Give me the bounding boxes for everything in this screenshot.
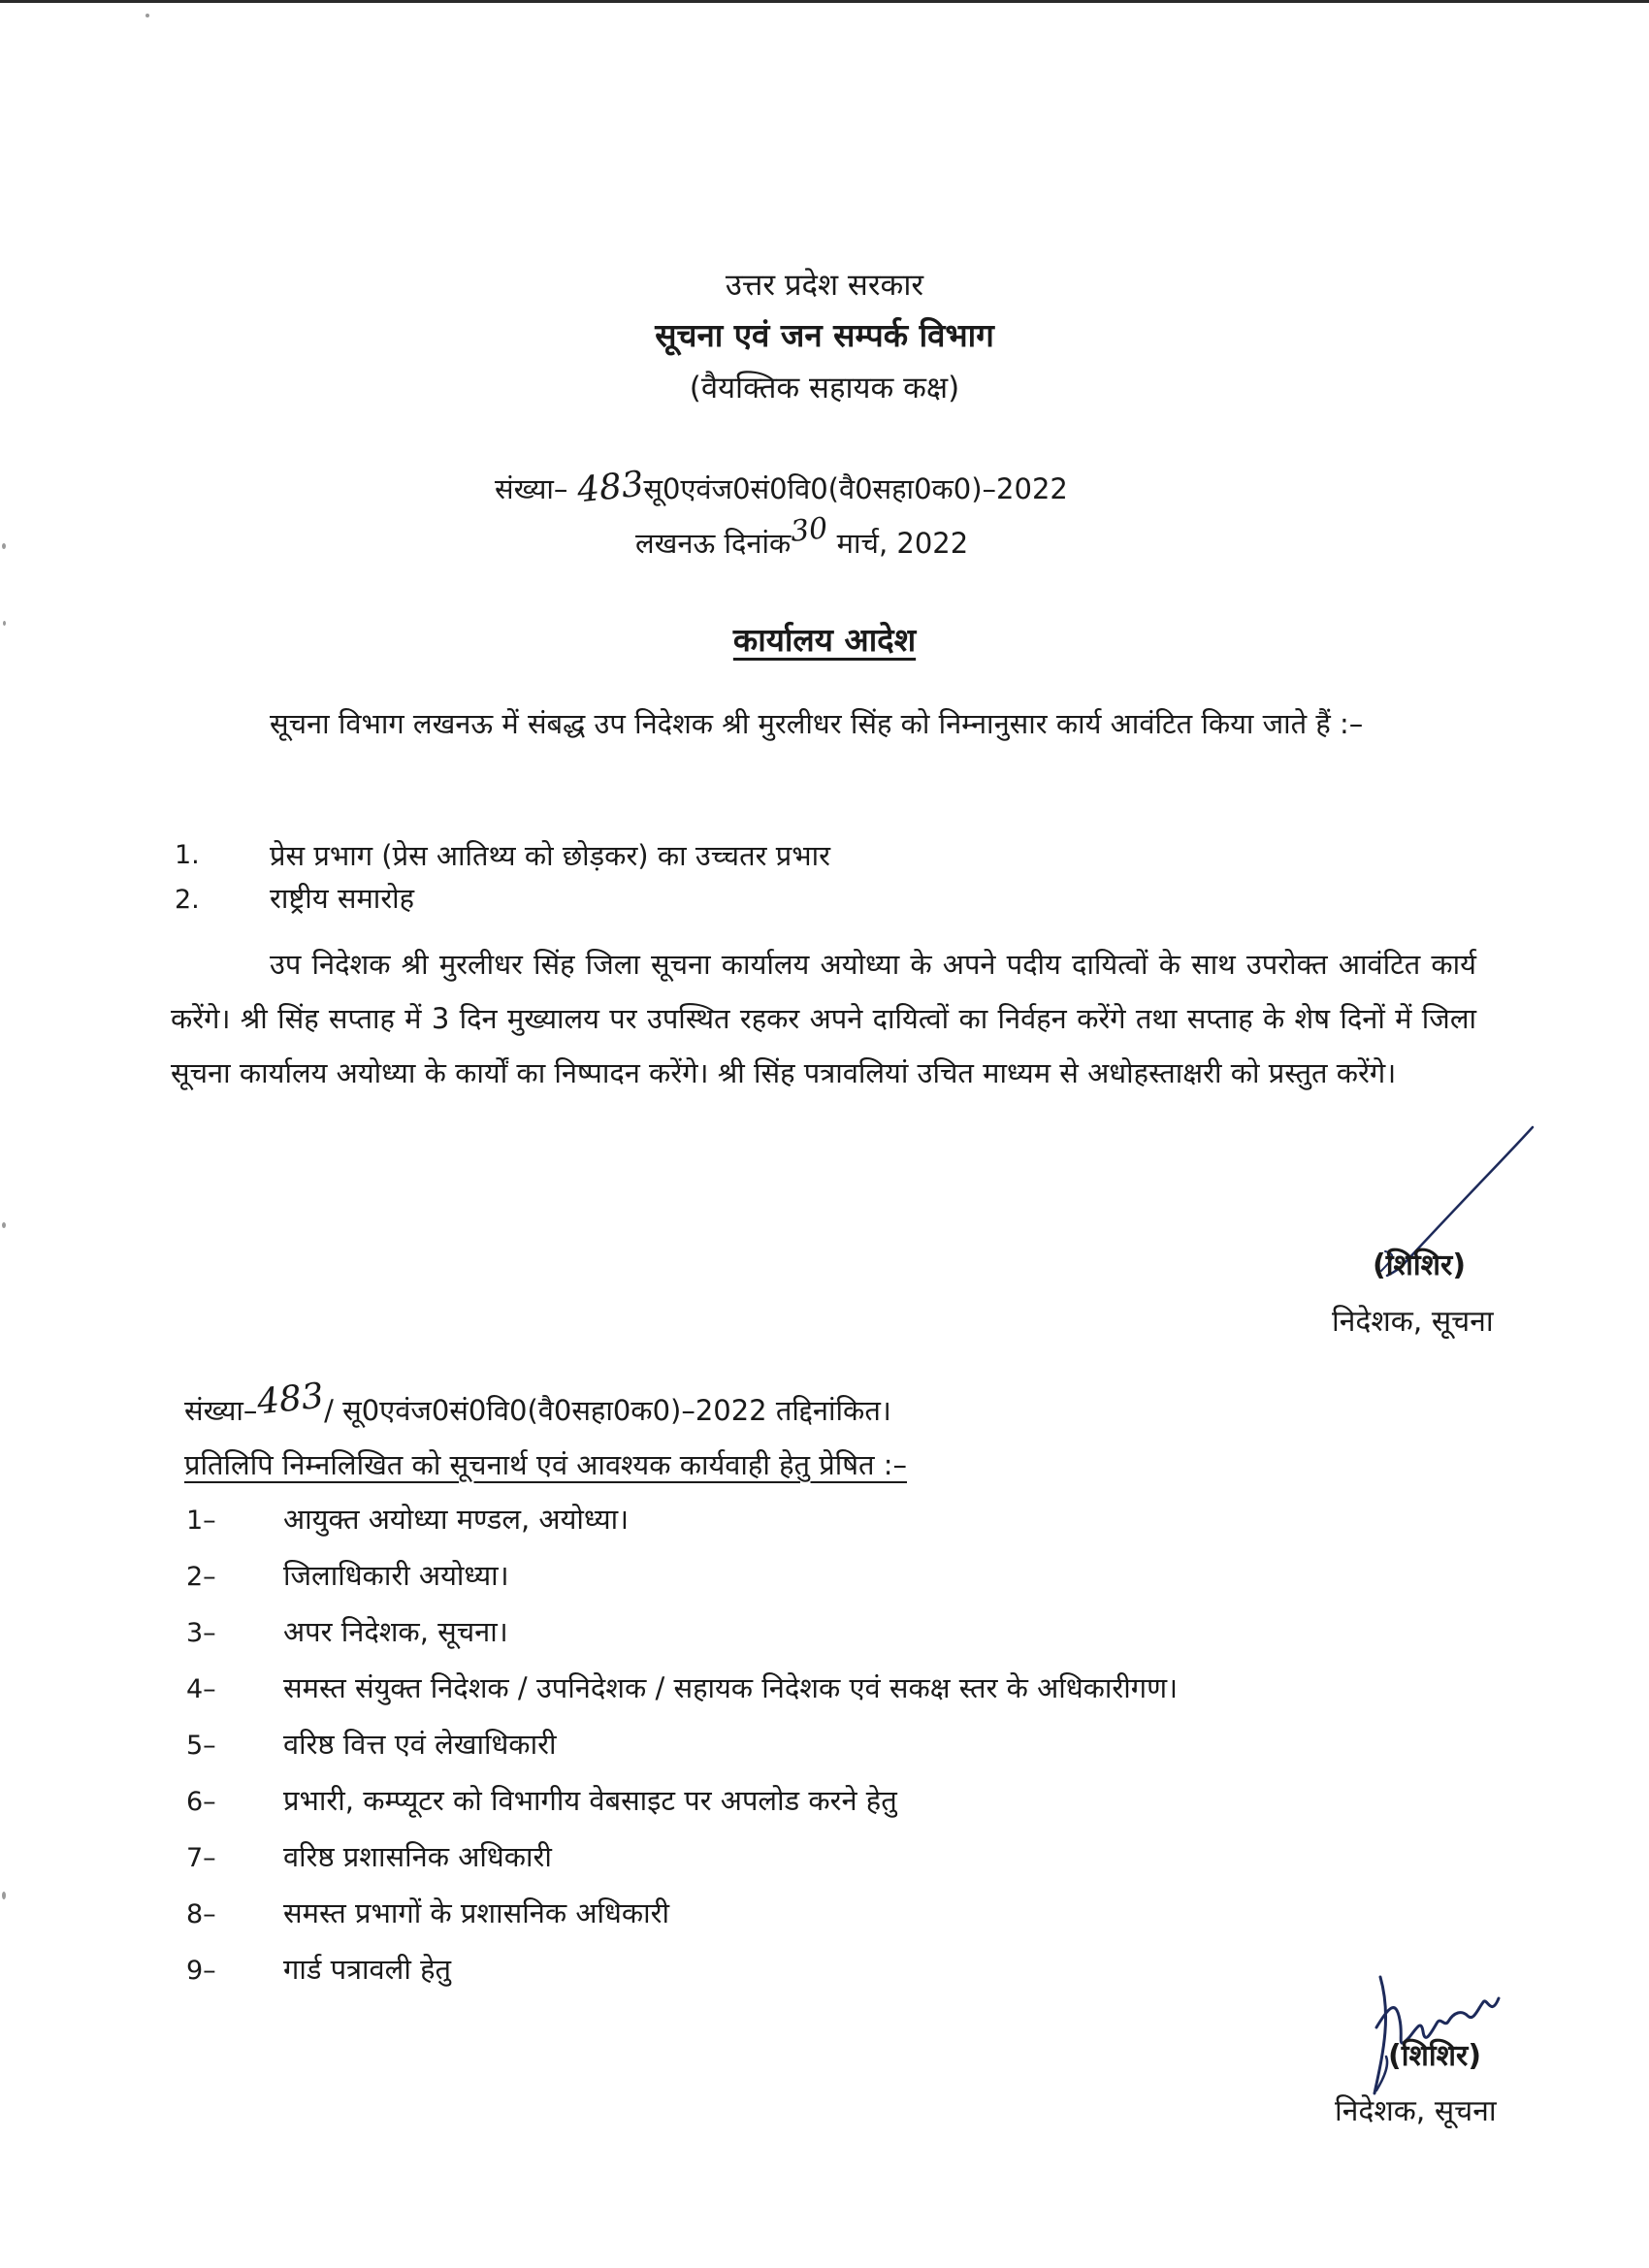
recipient-text: वरिष्ठ प्रशासनिक अधिकारी [283,1840,552,1873]
recipient-text: आयुक्त अयोध्या मण्डल, अयोध्या। [283,1503,630,1536]
copy-heading: प्रतिलिपि निम्नलिखित को सूचनार्थ एवं आवश्यक कार्यवाही हेतु प्रेषित :– [184,1448,908,1481]
copy-reference-line [184,1376,891,1429]
recipient-text: जिलाधिकारी अयोध्या। [283,1559,509,1592]
department-name: सूचना एवं जन सम्पर्क विभाग [655,316,994,354]
recipient-number: 4– [186,1674,216,1704]
order-title-text: कार्यालय आदेश [732,621,917,659]
item-number: 2. [175,885,200,915]
reference-code: सू0एवंज0सं0वि0(वै0सहा0क0)–2022 [643,472,1068,505]
recipient-number: 5– [186,1731,216,1761]
scan-speck [2,1222,6,1228]
recipient-text: प्रभारी, कम्प्यूटर को विभागीय वेबसाइट पर अपलोड करने हेतु [283,1784,897,1817]
item-number: 1. [175,840,200,870]
recipient-number: 7– [186,1843,216,1873]
reference-prefix: संख्या– [495,472,568,505]
scan-speck [2,1892,6,1899]
date-line [635,511,969,562]
recipient-text: गार्ड पत्रावली हेतु [283,1953,452,1986]
item-text: प्रेस प्रभाग (प्रेस आतिथ्य को छोड़कर) का उच्चतर प्रभार [270,839,830,872]
recipient-text: समस्त संयुक्त निदेशक / उपनिदेशक / सहायक निदेशक एवं सकक्ष स्तर के अधिकारीगण। [283,1671,1179,1704]
signatory-name-1: (शिशिर) [1373,1248,1467,1282]
signatory-designation-1: निदेशक, सूचना [1332,1305,1494,1339]
copy-reference-code: / सू0एवंज0सं0वि0(वै0सहा0क0)–2022 तद्दिनांकित। [324,1394,891,1427]
recipient-text: वरिष्ठ वित्त एवं लेखाधिकारी [283,1728,557,1761]
recipient-text: अपर निदेशक, सूचना। [283,1615,508,1648]
scan-speck [146,14,149,17]
order-paragraph-1: सूचना विभाग लखनऊ में संबद्ध उप निदेशक श्री मुरलीधर सिंह को निम्नानुसार कार्य आवंटित किया जाते हैं :– [270,707,1364,740]
recipient-number: 3– [186,1618,216,1648]
scan-speck [2,543,6,549]
order-title [0,617,1649,661]
signature-stroke-2 [1353,1960,1518,2105]
recipient-number: 6– [186,1787,216,1817]
recipient-number: 9– [186,1956,216,1986]
place-date-label: लखनऊ दिनांक [635,527,792,560]
recipient-number: 2– [186,1562,216,1592]
recipient-number: 1– [186,1506,216,1536]
reference-line [495,464,1068,511]
government-name: उत्तर प्रदेश सरकार [725,268,924,303]
handwritten-day: 30 [789,511,830,549]
wing-name: (वैयक्तिक सहायक कक्ष) [689,371,960,405]
handwritten-copy-number: 483 [255,1376,327,1423]
item-text: राष्ट्रीय समारोह [270,882,415,915]
order-paragraph-2: उप निदेशक श्री मुरलीधर सिंह जिला सूचना कार्यालय अयोध्या के अपने पदीय दायित्वों के साथ उपरोक्त आवंटित कार्य करेंगे। श्री सिंह सप्ताह में 3 दिन मुख्यालय पर उपस्थित रहकर अपने दायित्वों का निर्वहन करेंगे तथा सप्ताह के शेष दिनों में जिला सूचना कार्यालय अयोध्या के कार्यों का निष्पादन करेंगे। श्री सिंह पत्रावलियां उचित माध्यम से अधोहस्ताक्षरी को प्रस्तुत करेंगे। [171,948,1476,1089]
copy-reference-prefix: संख्या– [184,1394,258,1427]
handwritten-reference-number: 483 [574,464,646,511]
recipient-number: 8– [186,1899,216,1929]
signatory-name-2: (शिशिर) [1388,2039,1482,2073]
signatory-designation-2: निदेशक, सूचना [1335,2094,1497,2128]
recipient-text: समस्त प्रभागों के प्रशासनिक अधिकारी [283,1896,670,1929]
scan-top-border [0,0,1649,3]
month-year: मार्च, 2022 [836,527,969,560]
